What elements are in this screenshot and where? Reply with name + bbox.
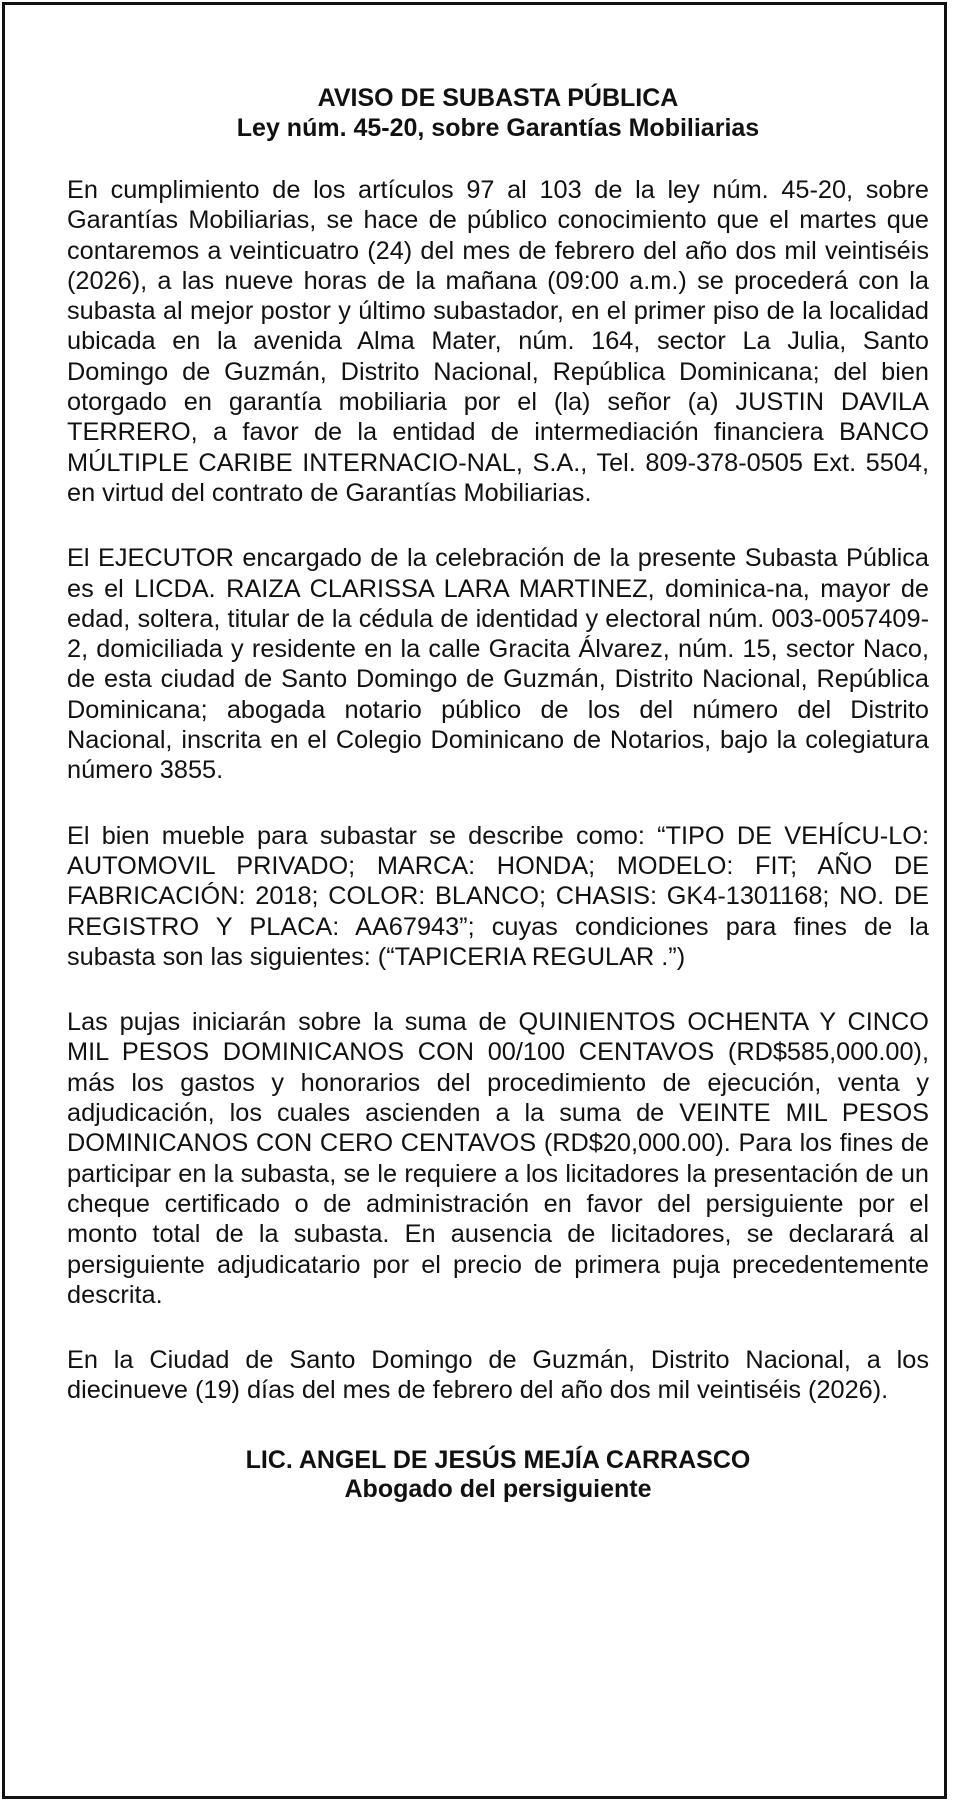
paragraph-bidding-terms: Las pujas iniciarán sobre la suma de QUINIENTOS OCHENTA Y CINCO MIL PESOS DOMINICANOS CON 00/100 CENTAVOS (RD$585,000.00), más los gastos y honorarios del procedimiento de ejecución, venta y adjudicación, los cuales ascienden a la suma de VEINTE MIL PESOS DOMINICANOS CON CERO CENTAVOS (RD$20,000.00). Para los fines de participar en la subasta, se le requiere a los licitadores la presentación de un cheque certificado o de administración en favor del persiguiente por el monto total de la subasta. En ausencia de licitadores, se declarará al persiguiente adjudicatario por el precio de primera puja precedentemente descrita. (67, 1008, 929, 1309)
paragraph-place-date: En la Ciudad de Santo Domingo de Guzmán, Distrito Nacional, a los diecinueve (19) días del mes de febrero del año dos mil veintiséis (2026). (67, 1346, 929, 1405)
signatory-name: LIC. ANGEL DE JESÚS MEJÍA CARRASCO (245, 1445, 751, 1474)
legal-notice (2, 2, 947, 1799)
signatory-role: Abogado del persiguiente (344, 1474, 652, 1503)
notice-title: AVISO DE SUBASTA PÚBLICA (317, 84, 679, 112)
paragraph-auction-announcement: En cumplimiento de los artículos 97 al 103 de la ley núm. 45-20, sobre Garantías Mobiliarias, se hace de público conocimiento que el martes que contaremos a veinticuatro (24) del mes de febrero del año dos mil veintiséis (2026), a las nueve horas de la mañana (09:00 a.m.) se procederá con la subasta al mejor postor y último subastador, en el primer piso de la localidad ubicada en la avenida Alma Mater, núm. 164, sector La Julia, Santo Domingo de Guzmán, Distrito Nacional, República Dominicana; del bien otorgado en garantía mobiliaria por el (la) señor (a) JUSTIN DAVILA TERRERO, a favor de la entidad de intermediación financiera BANCO MÚLTIPLE CARIBE INTERNACIO-NAL, S.A., Tel. 809-378-0505 Ext. 5504, en virtud del contrato de Garantías Mobiliarias. (67, 176, 929, 507)
paragraph-vehicle-description: El bien mueble para subastar se describe como: “TIPO DE VEHÍCU-LO: AUTOMOVIL PRIVADO; MARCA: HONDA; MODELO: FIT; AÑO DE FABRICACIÓN: 2018; COLOR: BLANCO; CHASIS: GK4-1301168; NO. DE REGISTRO Y PLACA: AA67943”; cuyas condiciones para fines de la subasta son las siguientes: (“TAPICERIA REGULAR .”) (67, 821, 929, 971)
signature-block (67, 1446, 929, 1504)
paragraph-executor: El EJECUTOR encargado de la celebración de la presente Subasta Pública es el LICDA. RAIZA CLARISSA LARA MARTINEZ, dominica-na, mayor de edad, soltera, titular de la cédula de identidad y electoral núm. 003-0057409-2, domiciliada y residente en la calle Gracita Álvarez, núm. 15, sector Naco, de esta ciudad de Santo Domingo de Guzmán, Distrito Nacional, República Dominicana; abogada notario público de los del número del Distrito Nacional, inscrita en el Colegio Dominicano de Notarios, bajo la colegiatura número 3855. (67, 544, 929, 785)
notice-subtitle: Ley núm. 45-20, sobre Garantías Mobiliarias (236, 114, 760, 142)
notice-content (67, 83, 929, 1504)
notice-heading (67, 83, 929, 143)
